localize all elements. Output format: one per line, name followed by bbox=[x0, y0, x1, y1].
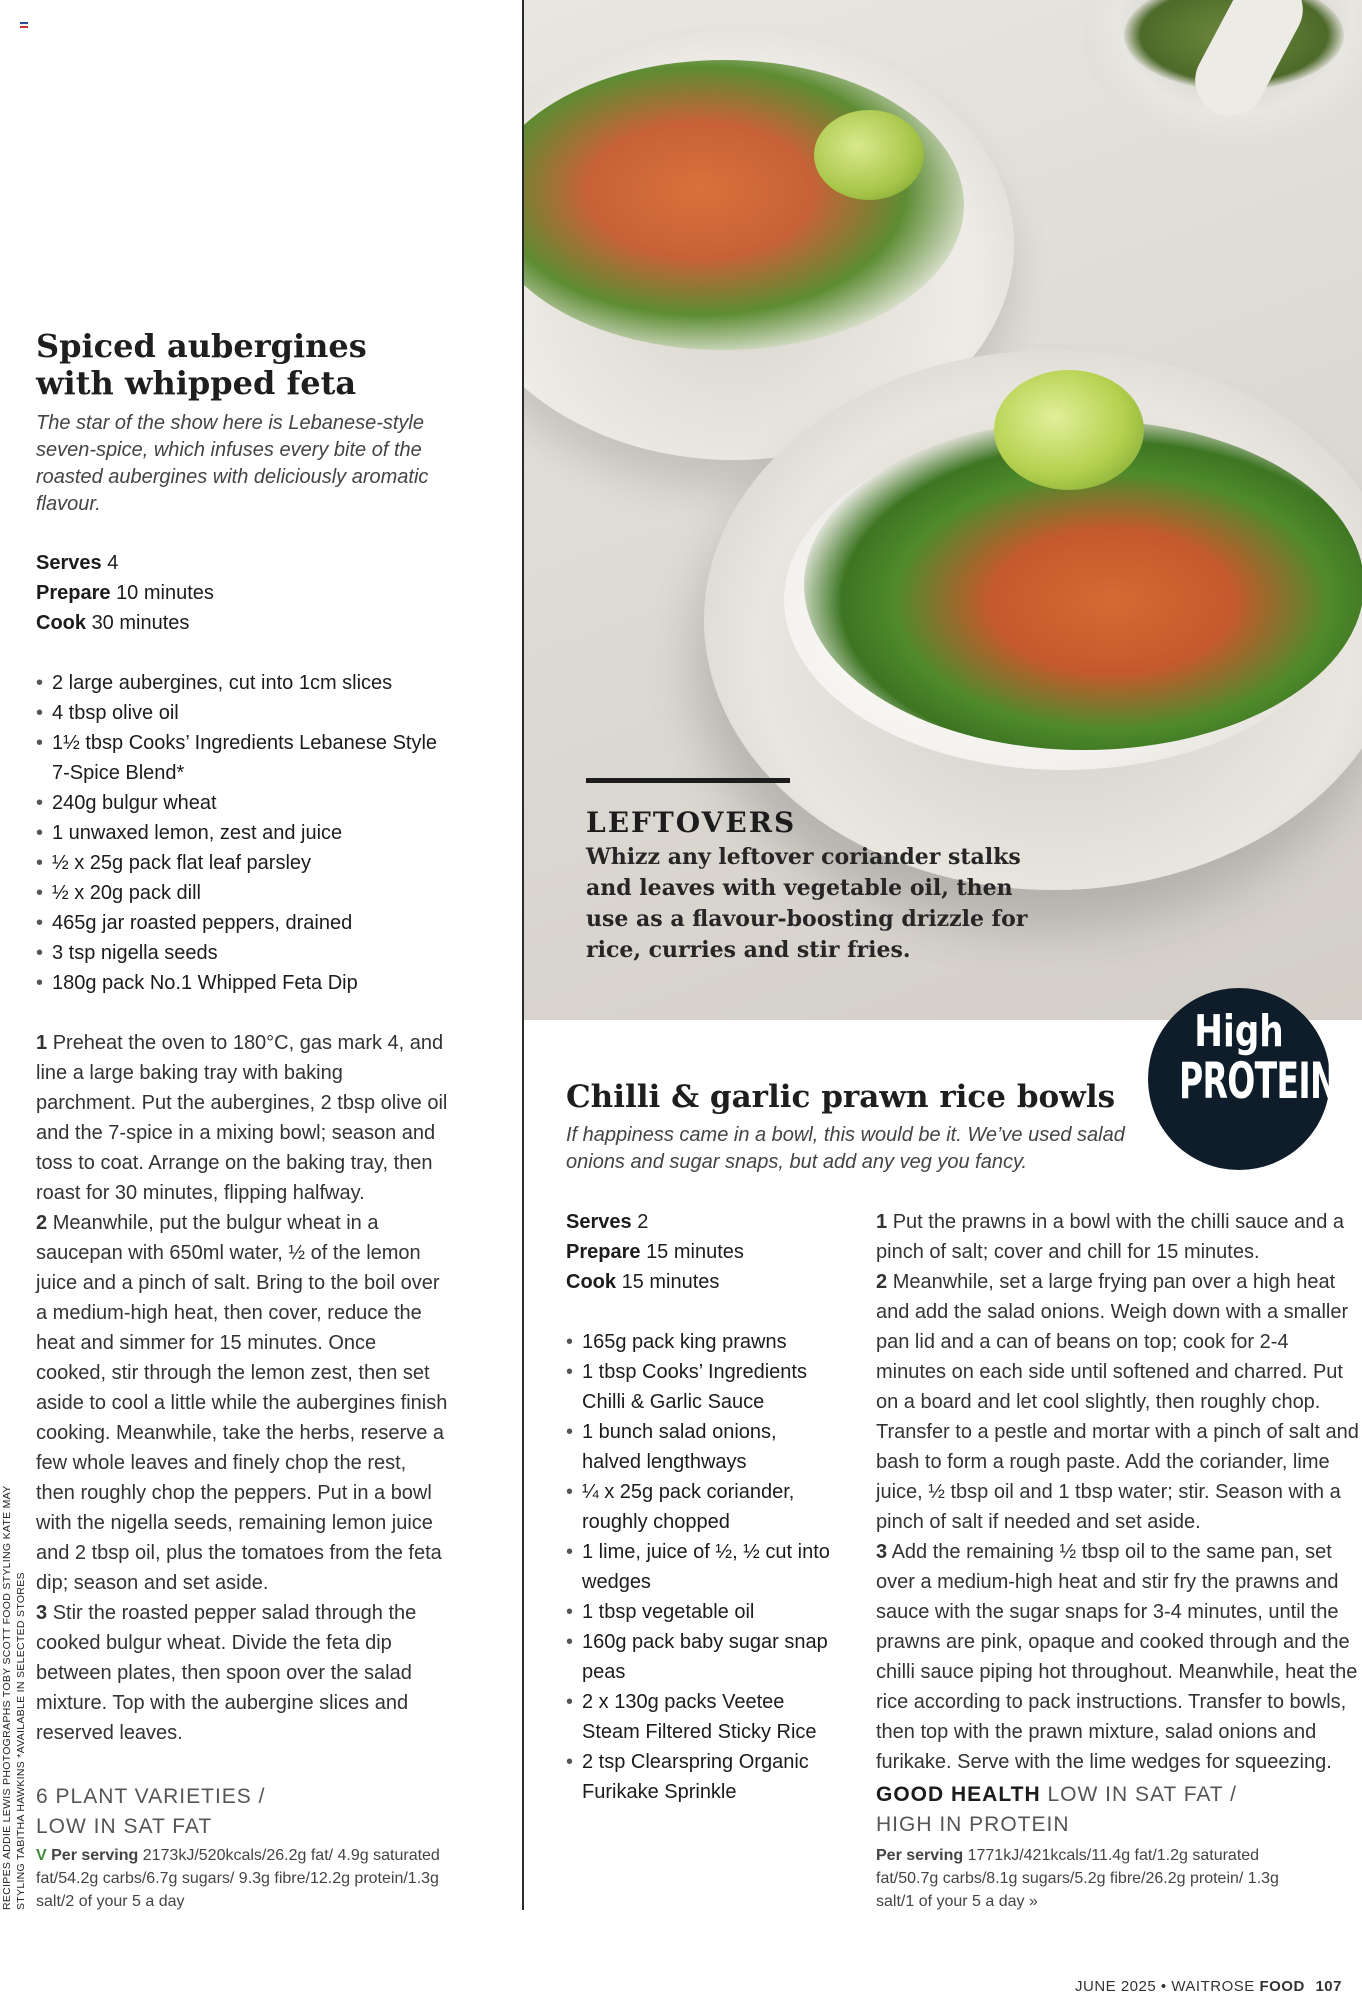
flag-icon bbox=[20, 22, 28, 28]
ingredient-item: • ½ x 20g pack dill bbox=[36, 878, 456, 908]
recipe1-cook-label: Cook bbox=[36, 612, 86, 634]
vegetarian-mark: V bbox=[36, 1847, 47, 1864]
recipe2-tagline-bold: GOOD HEALTH bbox=[876, 1783, 1041, 1806]
ingredient-item: • ¼ x 25g pack coriander, roughly chopped bbox=[566, 1477, 838, 1537]
credits-line2: STYLING TABITHA HAWKINS *AVAILABLE IN SELECTED STORES bbox=[15, 1572, 27, 1910]
recipe2-title: Chilli & garlic prawn rice bowls bbox=[566, 1079, 1116, 1115]
recipe2-serves-value: 2 bbox=[637, 1211, 649, 1233]
leftovers-rule bbox=[586, 778, 790, 783]
ingredient-item: • 4 tbsp olive oil bbox=[36, 698, 456, 728]
step-number: 3 bbox=[36, 1602, 48, 1624]
recipe1-title bbox=[36, 328, 506, 402]
step-text: Put the prawns in a bowl with the chilli sauce and a pinch of salt; cover and chill for 15 minutes. bbox=[876, 1211, 1345, 1263]
photo-credits bbox=[0, 1420, 28, 1910]
footer-date: JUNE 2025 bbox=[1075, 1978, 1157, 1995]
recipe1-prepare-value: 10 minutes bbox=[116, 582, 214, 604]
page-footer bbox=[1075, 1978, 1342, 1995]
recipe2-method bbox=[876, 1207, 1362, 1777]
recipe2-tagline bbox=[876, 1780, 1237, 1840]
recipe1-method bbox=[36, 1028, 448, 1748]
recipe1-prepare-label: Prepare bbox=[36, 582, 111, 604]
recipe2-per-serving-text: 1771kJ/421kcals/11.4g fat/1.2g saturated fat/50.7g carbs/8.1g sugars/5.2g fibre/26.2g protein/ 1.3g salt/1 of your 5 a day » bbox=[876, 1847, 1279, 1910]
recipe2-nutrition bbox=[876, 1844, 1296, 1913]
recipe2-serves-label: Serves bbox=[566, 1211, 632, 1233]
method-step bbox=[36, 1598, 448, 1748]
recipe1-intro: The star of the show here is Lebanese-style seven-spice, which infuses every bite of the roasted aubergines with deliciously aromatic flavour. bbox=[36, 412, 429, 515]
ingredient-item: • 1½ tbsp Cooks’ Ingredients Lebanese Style 7-Spice Blend* bbox=[36, 728, 456, 788]
method-step bbox=[876, 1537, 1362, 1777]
footer-brand-bold: FOOD bbox=[1259, 1978, 1305, 1995]
recipe1-meta bbox=[36, 548, 214, 638]
recipe2-meta bbox=[566, 1207, 744, 1297]
step-text: Stir the roasted pepper salad through the cooked bulgur wheat. Divide the feta dip between plates, then spoon over the salad mixture. Top with the aubergine slices and reserved leaves. bbox=[36, 1602, 417, 1744]
recipe1-tagline-line2: LOW IN SAT FAT bbox=[36, 1815, 213, 1838]
step-text: Meanwhile, set a large frying pan over a high heat and add the salad onions. Weigh down with a smaller pan lid and a can of beans on top; cook for 2-4 minutes on each side until softened and charred. Put on a board and let cool slightly, then roughly chop. Transfer to a pestle and mortar with a pinch of salt and bash to form a rough paste. Add the coriander, lime juice, ½ tbsp oil and 1 tbsp water; stir. Season with a pinch of salt if needed and set aside. bbox=[876, 1271, 1359, 1533]
method-step bbox=[36, 1028, 448, 1208]
recipe1-nutrition bbox=[36, 1844, 448, 1913]
recipe2-ingredients bbox=[566, 1327, 838, 1807]
recipe2-cook-label: Cook bbox=[566, 1271, 616, 1293]
prawn-bowls-photo bbox=[524, 0, 1362, 1020]
back-lime-wedge bbox=[814, 110, 924, 200]
footer-separator: • bbox=[1160, 1978, 1167, 1995]
recipe1-per-serving-text: 2173kJ/520kcals/26.2g fat/ 4.9g saturated fat/54.2g carbs/6.7g sugars/ 9.3g fibre/12.2g protein/1.3g salt/2 of your 5 a day bbox=[36, 1847, 440, 1910]
ingredient-item: • 1 bunch salad onions, halved lengthways bbox=[566, 1417, 838, 1477]
credits-line1: RECIPES ADDIE LEWIS PHOTOGRAPHS TOBY SCOTT FOOD STYLING KATE MAY bbox=[1, 1485, 13, 1910]
ingredient-item: • 2 tsp Clearspring Organic Furikake Sprinkle bbox=[566, 1747, 838, 1807]
ingredient-item: • 1 unwaxed lemon, zest and juice bbox=[36, 818, 456, 848]
step-text: Add the remaining ½ tbsp oil to the same pan, set over a medium-high heat and stir fry the prawns and sauce with the sugar snaps for 3-4 minutes, until the prawns are pink, opaque and cooked through and the chilli sauce piping hot throughout. Meanwhile, heat the rice according to pack instructions. Transfer to bowls, then top with the prawn mixture, salad onions and furikake. Serve with the lime wedges for squeezing. bbox=[876, 1541, 1358, 1773]
recipe2-cook-value: 15 minutes bbox=[621, 1271, 720, 1293]
recipe2-per-serving-label: Per serving bbox=[876, 1847, 964, 1864]
ingredient-item: • 2 large aubergines, cut into 1cm slices bbox=[36, 668, 456, 698]
badge-line1: High bbox=[1194, 1006, 1284, 1057]
method-step bbox=[36, 1208, 448, 1598]
ingredient-item: • 165g pack king prawns bbox=[566, 1327, 838, 1357]
step-number: 2 bbox=[876, 1271, 888, 1293]
step-number: 3 bbox=[876, 1541, 888, 1563]
ingredient-item: • 180g pack No.1 Whipped Feta Dip bbox=[36, 968, 456, 998]
method-step bbox=[876, 1207, 1362, 1267]
recipe2-prepare-value: 15 minutes bbox=[646, 1241, 744, 1263]
ingredient-item: • 160g pack baby sugar snap peas bbox=[566, 1627, 838, 1687]
ingredient-item: • 465g jar roasted peppers, drained bbox=[36, 908, 456, 938]
leftovers-heading: LEFTOVERS bbox=[586, 806, 797, 839]
ingredient-item: • 3 tsp nigella seeds bbox=[36, 938, 456, 968]
ingredient-item: • 1 lime, juice of ½, ½ cut into wedges bbox=[566, 1537, 838, 1597]
recipe2-intro: If happiness came in a bowl, this would be it. We’ve used salad onions and sugar snaps, but add any veg you fancy. bbox=[566, 1124, 1125, 1173]
leftovers-text: Whizz any leftover coriander stalks and leaves with vegetable oil, then use as a flavour-boosting drizzle for rice, curries and stir fries. bbox=[586, 844, 1028, 963]
step-number: 2 bbox=[36, 1212, 48, 1234]
recipe2-prepare-label: Prepare bbox=[566, 1241, 641, 1263]
recipe1-tagline-line1: 6 PLANT VARIETIES / bbox=[36, 1785, 266, 1808]
recipe2-tagline-rest: LOW IN SAT FAT / bbox=[1047, 1783, 1237, 1806]
ingredient-item: • 1 tbsp vegetable oil bbox=[566, 1597, 838, 1627]
recipe2-tagline-line2: HIGH IN PROTEIN bbox=[876, 1813, 1070, 1836]
page-number: 107 bbox=[1315, 1978, 1342, 1995]
high-protein-badge bbox=[1148, 988, 1337, 1170]
recipe1-tagline bbox=[36, 1782, 265, 1842]
column-divider bbox=[522, 0, 524, 1910]
step-number: 1 bbox=[36, 1032, 48, 1054]
recipe1-cook-value: 30 minutes bbox=[91, 612, 190, 634]
badge-line2: PROTEIN bbox=[1178, 1052, 1337, 1110]
footer-brand: WAITROSE bbox=[1171, 1978, 1255, 1995]
ingredient-item: • 240g bulgur wheat bbox=[36, 788, 456, 818]
step-text: Preheat the oven to 180°C, gas mark 4, and line a large baking tray with baking parchment. Put the aubergines, 2 tbsp olive oil and the 7-spice in a mixing bowl; season and toss to coat. Arrange on the baking tray, then roast for 30 minutes, flipping halfway. bbox=[36, 1032, 448, 1204]
step-text: Meanwhile, put the bulgur wheat in a saucepan with 650ml water, ½ of the lemon juice and a pinch of salt. Bring to the boil over a medium-high heat, then cover, reduce the heat and simmer for 15 minutes. Once cooked, stir through the lemon zest, then set aside to cool a little while the aubergines finish cooking. Meanwhile, take the herbs, reserve a few whole leaves and finely chop the rest, then roughly chop the peppers. Put in a bowl with the nigella seeds, remaining lemon juice and 2 tbsp oil, plus the tomatoes from the feta dip; season and set aside. bbox=[36, 1212, 448, 1594]
recipe1-per-serving-label: Per serving bbox=[51, 1847, 139, 1864]
recipe1-ingredients bbox=[36, 668, 456, 998]
step-number: 1 bbox=[876, 1211, 888, 1233]
ingredient-item: • 2 x 130g packs Veetee Steam Filtered Sticky Rice bbox=[566, 1687, 838, 1747]
recipe1-serves-label: Serves bbox=[36, 552, 102, 574]
method-step bbox=[876, 1267, 1362, 1537]
recipe1-serves-value: 4 bbox=[107, 552, 119, 574]
recipe1-title-line2: with whipped feta bbox=[36, 364, 357, 402]
ingredient-item: • 1 tbsp Cooks’ Ingredients Chilli & Garlic Sauce bbox=[566, 1357, 838, 1417]
recipe1-title-line1: Spiced aubergines bbox=[36, 327, 367, 365]
ingredient-item: • ½ x 25g pack flat leaf parsley bbox=[36, 848, 456, 878]
front-lime-wedge bbox=[994, 370, 1144, 490]
